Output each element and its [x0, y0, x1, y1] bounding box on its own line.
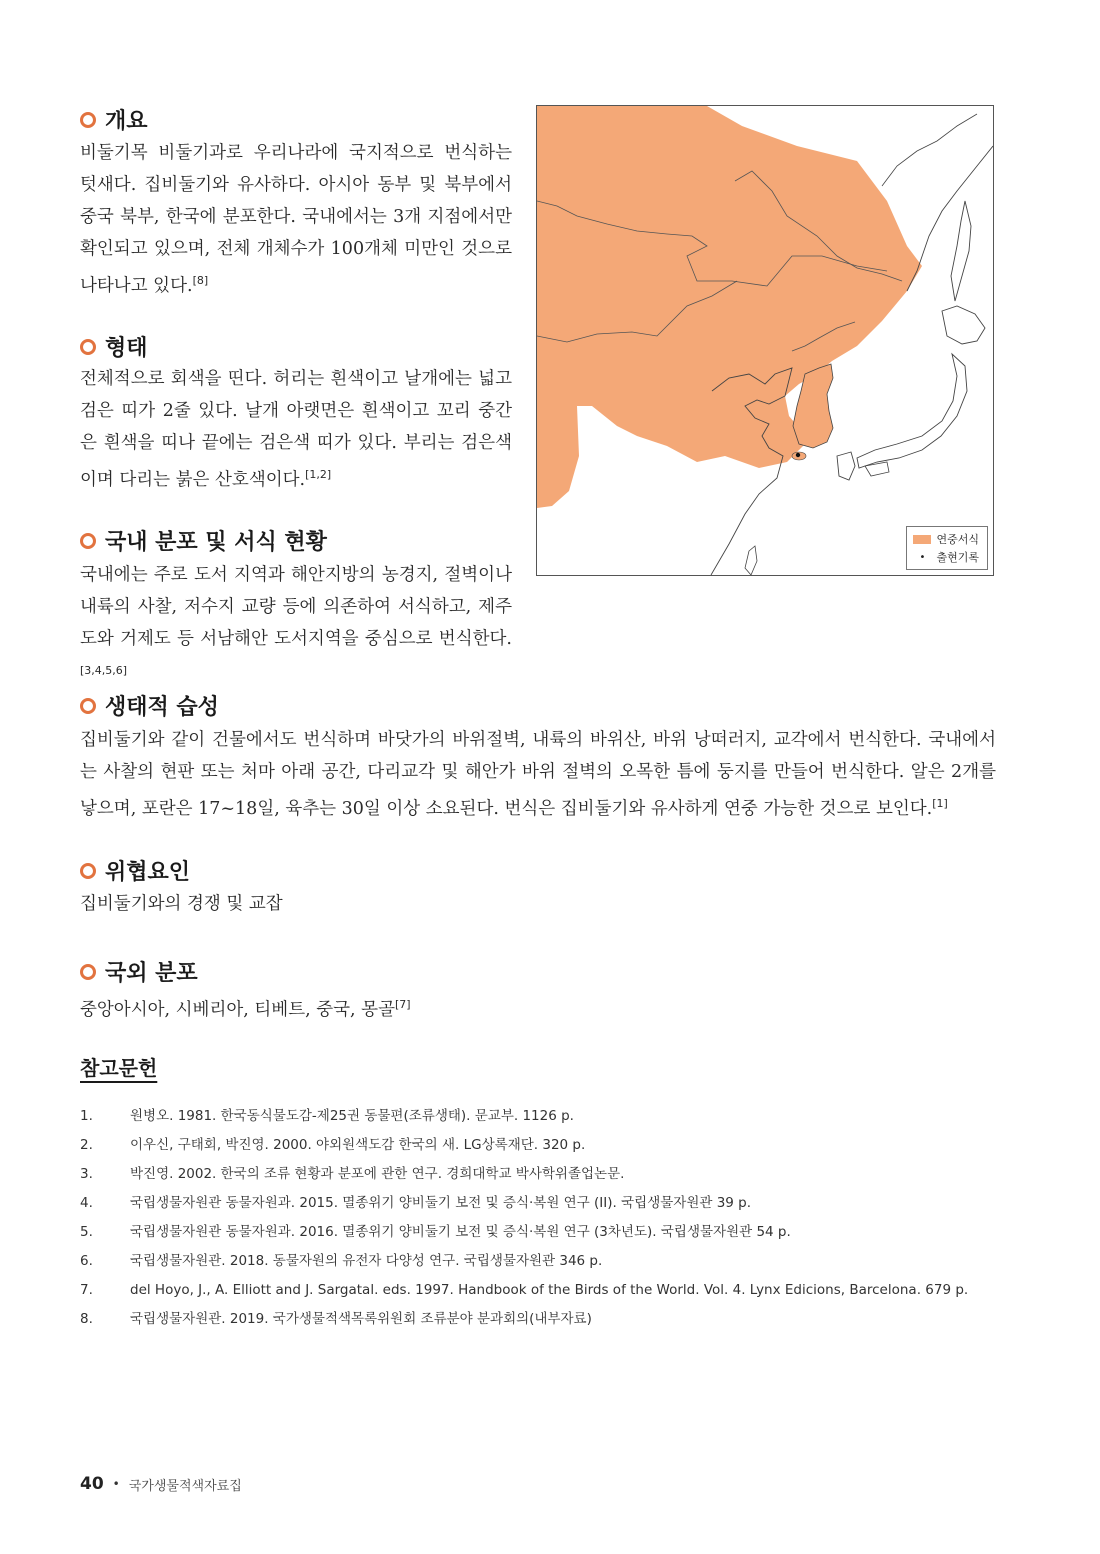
- threats-paragraph: [80, 888, 996, 920]
- book-title: 국가생물적색자료집: [128, 1478, 242, 1494]
- reference-number: 7.: [80, 1282, 93, 1298]
- reference-text: del Hoyo, J., A. Elliott and J. Sargatal. eds. 1997. Handbook of the Birds of the World. Vol. 4. Lynx Edicions, Barcelona. 679 p.: [130, 1282, 969, 1298]
- bullet-circle-icon: [80, 339, 96, 355]
- bullet-circle-icon: [80, 863, 96, 879]
- section-heading-distribution: [80, 525, 327, 556]
- reference-text: 이우신, 구태회, 박진영. 2000. 야외원색도감 한국의 새. LG상록재단. 320 p.: [130, 1137, 586, 1153]
- citation: [3,4,5,6]: [80, 664, 128, 677]
- reference-text: 국립생물자원관. 2019. 국가생물적색목록위원회 조류분야 분과회의(내부자료): [130, 1311, 592, 1327]
- morphology-paragraph: [80, 363, 512, 496]
- distribution-text: 국내에는 주로 도서 지역과 해안지방의 농경지, 절벽이나 내륙의 사찰, 저수지 교량 등에 의존하여 서식하고, 제주도와 거제도 등 서남해안 도서지역을 중심으로 번식한다.: [80, 565, 512, 649]
- range-swatch: [913, 535, 931, 544]
- references-list: [80, 1106, 1040, 1338]
- section-title: 개요: [105, 109, 148, 134]
- overseas-text: 중앙아시아, 시베리아, 티베트, 중국, 몽골: [80, 1000, 395, 1020]
- citation: [7]: [394, 998, 411, 1011]
- morphology-text: 전체적으로 회색을 띤다. 허리는 흰색이고 날개에는 넓고 검은 띠가 2줄 있다. 날개 아랫면은 흰색이고 꼬리 중간은 흰색을 띠나 끝에는 검은색 띠가 있다. 부리는 검은색이며 다리는 붉은 산호색이다.: [80, 369, 512, 490]
- reference-item: [80, 1222, 1040, 1251]
- reference-item: [80, 1135, 1040, 1164]
- reference-item: [80, 1280, 1040, 1309]
- japan-kyushu: [837, 452, 855, 480]
- section-heading-morphology: [80, 331, 148, 362]
- reference-item: [80, 1106, 1040, 1135]
- reference-number: 5.: [80, 1224, 93, 1240]
- legend-record-label: 출현기록: [936, 551, 979, 564]
- reference-text: 박진영. 2002. 한국의 조류 현황과 분포에 관한 연구. 경희대학교 박사학위졸업논문.: [130, 1166, 625, 1182]
- japan-shikoku: [865, 462, 889, 476]
- reference-number: 2.: [80, 1137, 93, 1153]
- ecology-text: 집비둘기와 같이 건물에서도 번식하며 바닷가의 바위절벽, 내륙의 바위산, 바위 낭떠러지, 교각에서 번식한다. 국내에서는 사찰의 현판 또는 처마 아래 공간, 다리교각 및 해안가 바위 절벽의 오목한 틈에 둥지를 만들어 번식한다. 알은 2개를 낳으며, 포란은 17~18일, 육추는 30일 이상 소요된다. 번식은 집비둘기와 유사하게 연중 가능한 것으로 보인다.: [80, 730, 996, 819]
- record-point: [796, 453, 800, 457]
- section-title: 생태적 습성: [105, 695, 219, 720]
- overview-text: 비둘기목 비둘기과로 우리나라에 국지적으로 번식하는 텃새다. 집비둘기와 유사하다. 아시아 동부 및 북부에서 중국 북부, 한국에 분포한다. 국내에서는 3개 지점에서만 확인되고 있으며, 전체 개체수가 100개체 미만인 것으로 나타나고 있다.: [80, 143, 512, 296]
- range-area: [537, 106, 922, 508]
- citation: [1,2]: [305, 468, 332, 481]
- overseas-paragraph: [80, 989, 996, 1026]
- reference-item: [80, 1251, 1040, 1280]
- section-heading-overseas: [80, 956, 198, 987]
- reference-text: 국립생물자원관. 2018. 동물자원의 유전자 다양성 연구. 국립생물자원관 346 p.: [130, 1253, 603, 1269]
- section-title: 국외 분포: [105, 961, 198, 986]
- legend-range-label: 연중서식: [936, 533, 979, 546]
- threats-text: 집비둘기와의 경쟁 및 교잡: [80, 894, 283, 914]
- bullet-circle-icon: [80, 533, 96, 549]
- citation: [1]: [932, 797, 948, 810]
- legend-record-row: [913, 548, 979, 566]
- reference-number: 1.: [80, 1108, 93, 1124]
- reference-item: [80, 1309, 1040, 1338]
- record-dot-icon: •: [919, 551, 926, 563]
- section-title: 위협요인: [105, 860, 191, 885]
- legend-range-row: [913, 530, 979, 548]
- japan-honshu: [857, 354, 967, 468]
- page-footer: [80, 1474, 242, 1494]
- section-title: 형태: [105, 336, 148, 361]
- reference-number: 4.: [80, 1195, 93, 1211]
- ecology-paragraph: [80, 724, 996, 825]
- footer-separator: •: [112, 1477, 120, 1491]
- reference-number: 3.: [80, 1166, 93, 1182]
- overview-paragraph: [80, 137, 512, 302]
- page-number: 40: [80, 1474, 104, 1494]
- reference-number: 6.: [80, 1253, 93, 1269]
- reference-text: 원병오. 1981. 한국동식물도감-제25권 동물편(조류생태). 문교부. 1126 p.: [130, 1108, 574, 1124]
- section-heading-ecology: [80, 690, 219, 721]
- citation: [8]: [192, 274, 209, 287]
- reference-number: 8.: [80, 1311, 93, 1327]
- japan-hokkaido: [942, 306, 985, 344]
- reference-item: [80, 1164, 1040, 1193]
- sakhalin-island: [951, 201, 971, 301]
- references-title: 참고문헌: [80, 1056, 158, 1080]
- coastline: [882, 114, 977, 186]
- taiwan-island: [745, 546, 757, 575]
- bullet-circle-icon: [80, 698, 96, 714]
- reference-text: 국립생물자원관 동물자원과. 2016. 멸종위기 양비둘기 보전 및 증식·복원 연구 (3차년도). 국립생물자원관 54 p.: [130, 1224, 791, 1240]
- distribution-paragraph: [80, 559, 512, 692]
- distribution-map: [536, 105, 994, 576]
- section-title: 국내 분포 및 서식 현황: [105, 530, 327, 555]
- map-legend: [906, 526, 988, 570]
- bullet-circle-icon: [80, 112, 96, 128]
- reference-text: 국립생물자원관 동물자원과. 2015. 멸종위기 양비둘기 보전 및 증식·복원 연구 (II). 국립생물자원관 39 p.: [130, 1195, 752, 1211]
- map-graphic: [537, 106, 993, 575]
- bullet-circle-icon: [80, 964, 96, 980]
- section-heading-overview: [80, 104, 148, 135]
- section-heading-threats: [80, 855, 190, 886]
- reference-item: [80, 1193, 1040, 1222]
